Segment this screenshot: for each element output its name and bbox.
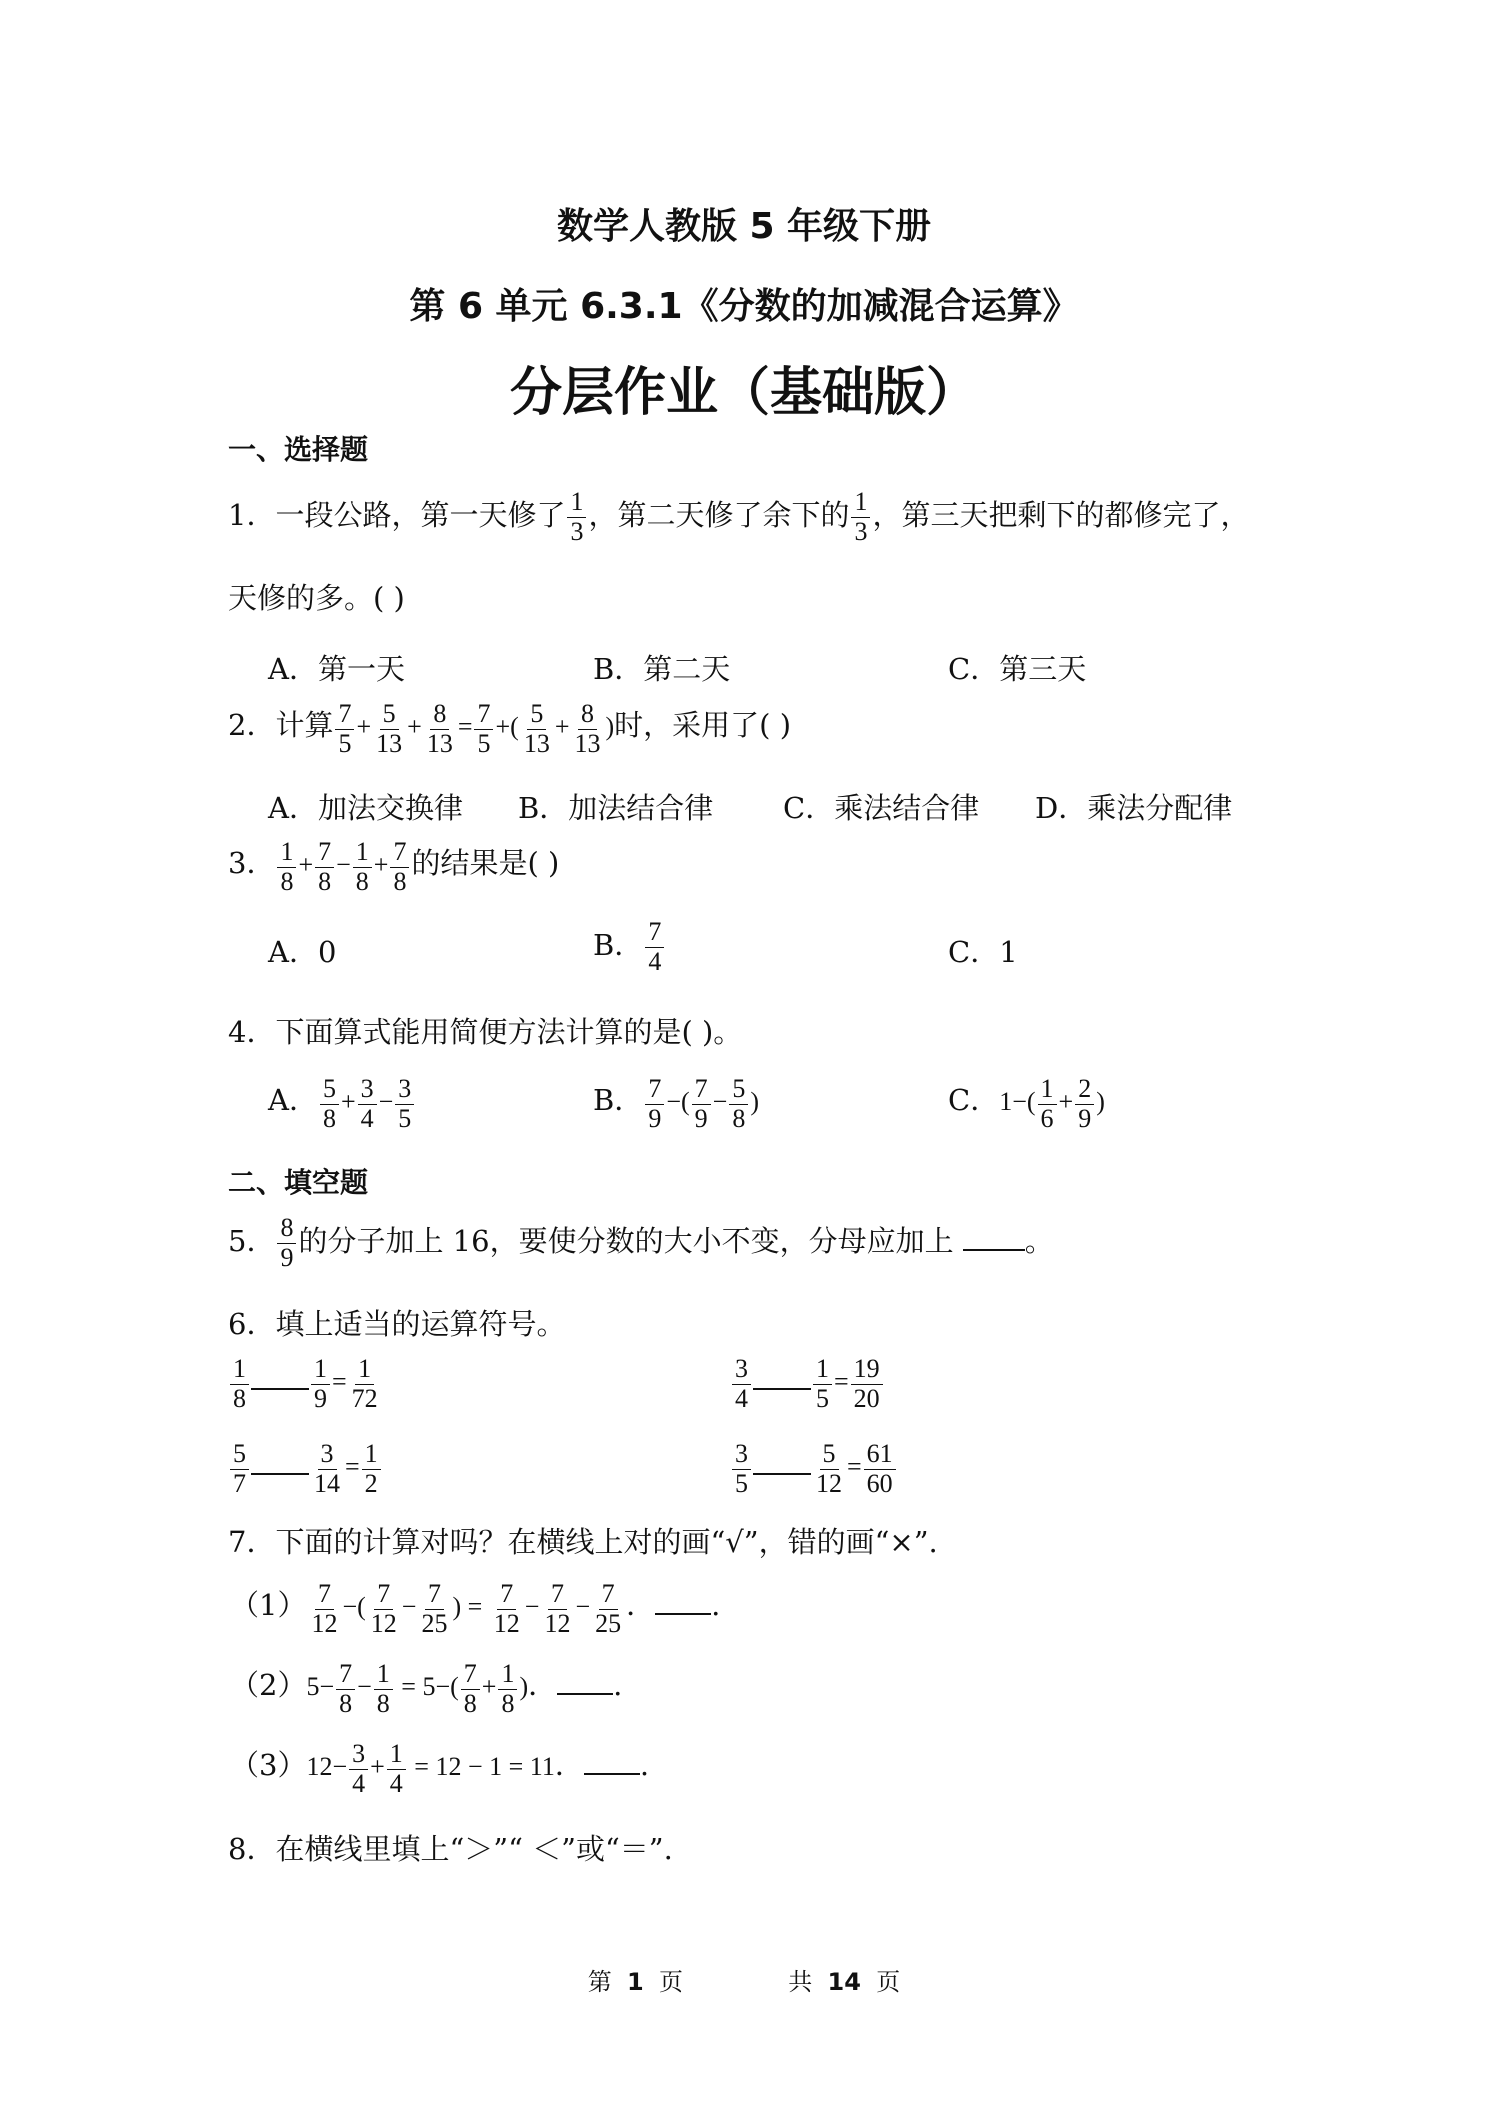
answer-blank[interactable] xyxy=(557,1693,613,1695)
subquestion-1: （1） $\frac{7}{12}$ −( $\frac{7}{12}$ − $\frac{7}{25}$ ) = $\frac{7}{12}$ − $\frac{7}{12}$ − $\frac{7}{25}$ ． . xyxy=(230,1579,721,1638)
option-b: B． $\frac{7}{4}$ xyxy=(593,918,666,976)
option-c: C．1 xyxy=(948,935,1018,969)
fraction: $\frac{8}{9}$ xyxy=(277,1214,296,1272)
question-number: 6． xyxy=(228,1307,276,1341)
operator-row: $\frac{3}{4}$ $\frac{1}{5}$ = $\frac{19}{20}$ xyxy=(730,1355,885,1413)
option-d: D．乘法分配律 xyxy=(1035,791,1233,825)
question-text: ，第二天修了余下的 xyxy=(588,498,850,533)
math-expression: $\frac{1}{8}$ + $\frac{7}{8}$ − $\frac{1}{8}$ + $\frac{7}{8}$ xyxy=(275,850,411,879)
question-2 xyxy=(228,700,791,758)
page-number: 1 xyxy=(627,1968,644,1996)
question-text: 的结果是( ) xyxy=(411,846,560,881)
question-number: 5． xyxy=(228,1224,276,1259)
question-8 xyxy=(228,1827,673,1868)
subquestion-3: （3）12− $\frac{3}{4}$ + $\frac{1}{4}$ = 12 − 1 = 11． . xyxy=(230,1739,650,1798)
subquestion-2: （2）5− $\frac{7}{8}$ − $\frac{1}{8}$ = 5−( $\frac{7}{8}$ + $\frac{1}{8}$ )． . xyxy=(230,1659,623,1718)
math-expression: $\frac{7}{5}$ + $\frac{5}{13}$ + $\frac{8}{13}$ = $\frac{7}{5}$ +( $\frac{5}{13}$ + $\frac{8}{13}$ ) xyxy=(333,712,614,741)
answer-blank[interactable] xyxy=(655,1613,711,1615)
answer-blank[interactable] xyxy=(963,1249,1025,1251)
question-number: 7． xyxy=(228,1525,276,1559)
question-number: 1． xyxy=(228,498,276,533)
option-a: A．加法交换律 xyxy=(268,791,463,825)
doc-title-line1: 数学人教版 5 年级下册 xyxy=(556,206,932,247)
option-b: B．第二天 xyxy=(593,652,731,686)
question-number: 2． xyxy=(228,708,276,743)
page-total: 14 xyxy=(827,1968,861,1996)
question-number: 8． xyxy=(228,1832,276,1866)
operator-row: $\frac{1}{8}$ $\frac{1}{9}$ = $\frac{1}{72}$ xyxy=(228,1355,383,1413)
question-1-line2: 天修的多。( ) xyxy=(228,581,405,615)
doc-title-line3: 分层作业（基础版） xyxy=(509,363,978,423)
question-text: ，第三天把剩下的都修完了， xyxy=(872,498,1250,533)
question-6 xyxy=(228,1302,565,1343)
question-number: 3． xyxy=(228,846,276,881)
question-number: 4． xyxy=(228,1015,276,1049)
operator-blank[interactable] xyxy=(753,1388,811,1390)
question-text: 下面算式能用简便方法计算的是( )。 xyxy=(275,1015,743,1049)
question-5: 5． $\frac{8}{9}$ 的分子加上 16，要使分数的大小不变，分母应加上 。 xyxy=(228,1213,1054,1272)
question-text: 计算 xyxy=(275,708,334,743)
option-c: C．1−( $\frac{1}{6}$ + $\frac{2}{9}$ ) xyxy=(948,1074,1105,1133)
question-text: 填上适当的运算符号。 xyxy=(275,1307,566,1341)
question-text: 时，采用了( ) xyxy=(614,708,792,743)
operator-blank[interactable] xyxy=(251,1473,309,1475)
section-title-choice: 一、选择题 xyxy=(228,433,369,466)
question-text: 在横线里填上“＞”“ ＜”或“＝”. xyxy=(275,1832,673,1866)
answer-blank[interactable] xyxy=(584,1773,640,1775)
option-b: B． $\frac{7}{9}$ −( $\frac{7}{9}$ − $\frac{5}{8}$ ) xyxy=(593,1074,759,1133)
operator-blank[interactable] xyxy=(753,1473,811,1475)
question-3 xyxy=(228,838,559,896)
operator-row: $\frac{5}{7}$ $\frac{3}{14}$ = $\frac{1}{2}$ xyxy=(228,1440,383,1498)
option-a: A．第一天 xyxy=(268,652,405,686)
fraction: $\frac{1}{3}$ xyxy=(567,488,586,546)
operator-blank[interactable] xyxy=(251,1388,309,1390)
doc-title-line2: 第 6 单元 6.3.1《分数的加减混合运算》 xyxy=(409,286,1079,327)
question-text: 的分子加上 16，要使分数的大小不变，分母应加上 xyxy=(298,1224,954,1259)
question-4 xyxy=(228,1010,742,1051)
question-text: 一段公路，第一天修了 xyxy=(275,498,566,533)
page-footer: 第 1 页 共 14 页 xyxy=(587,1968,901,1996)
section-title-fill: 二、填空题 xyxy=(228,1166,369,1199)
question-text: 下面的计算对吗？在横线上对的画“√”，错的画“×”. xyxy=(275,1525,938,1559)
fraction: $\frac{1}{3}$ xyxy=(851,488,870,546)
question-1 xyxy=(228,488,1250,546)
option-a: A．0 xyxy=(268,935,337,969)
question-7 xyxy=(228,1520,938,1561)
option-c: C．第三天 xyxy=(948,652,1087,686)
option-a: A． $\frac{5}{8}$ + $\frac{3}{4}$ − $\frac{3}{5}$ xyxy=(268,1075,416,1133)
operator-row: $\frac{3}{5}$ $\frac{5}{12}$ = $\frac{61}{60}$ xyxy=(730,1440,898,1498)
option-c: C．乘法结合律 xyxy=(783,791,980,825)
option-b: B．加法结合律 xyxy=(518,791,714,825)
